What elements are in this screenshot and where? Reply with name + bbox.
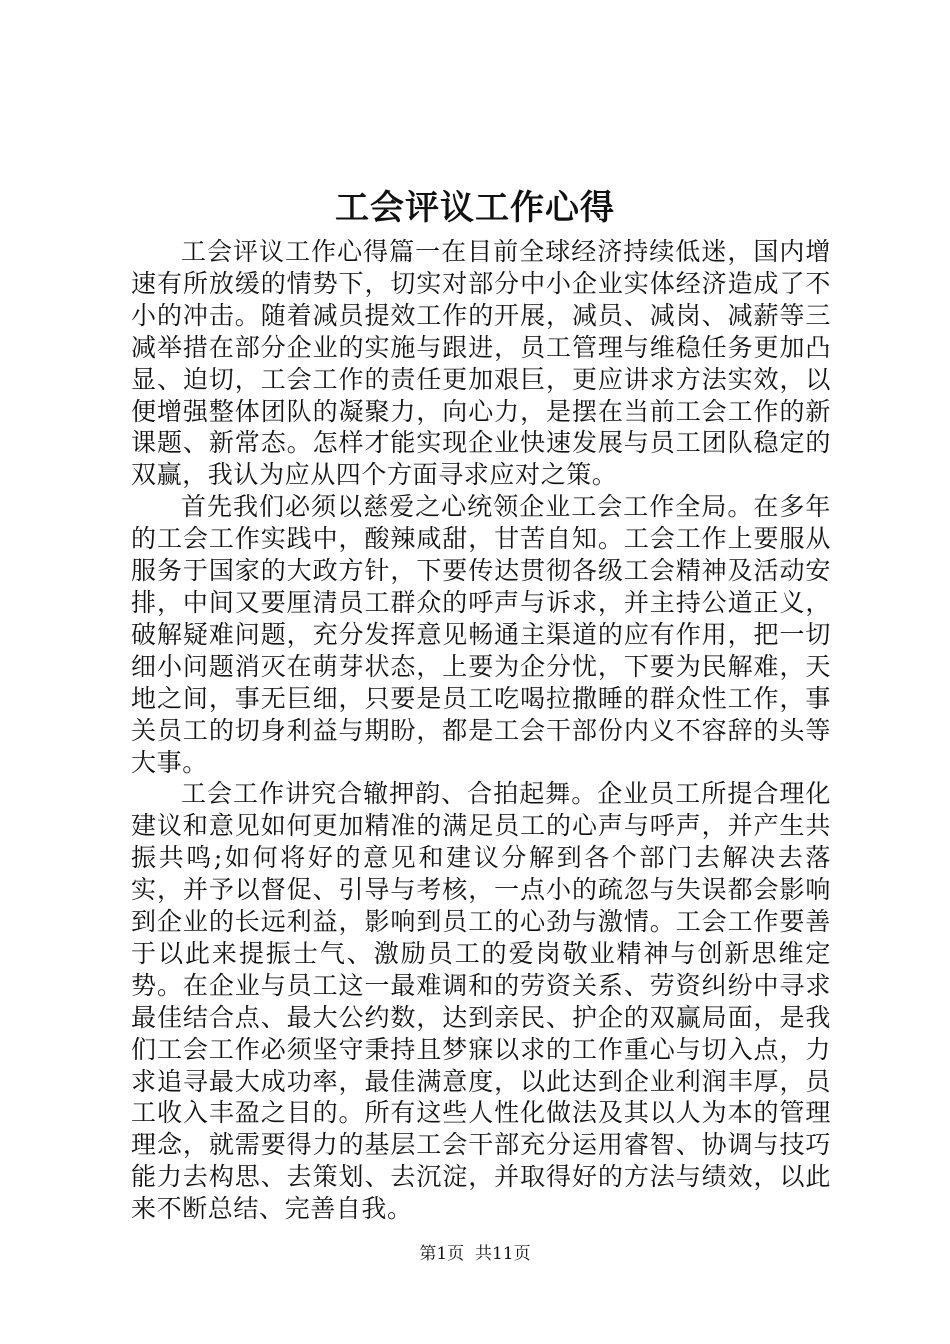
page-number-footer: 第1页 共11页 xyxy=(419,1244,531,1264)
document-body xyxy=(131,236,831,1225)
document-title: 工会评议工作心得 xyxy=(335,188,615,228)
paragraph: 首先我们必须以慈爱之心统领企业工会工作全局。在多年的工会工作实践中，酸辣咸甜，甘苦自知。工会工作上要服从服务于国家的大政方针，下要传达贯彻各级工会精神及活动安排，中间又要厘清员工群众的呼声与诉求，并主持公道正义，破解疑难问题，充分发挥意见畅通主渠道的应有作用，把一切细小问题消灭在萌芽状态，上要为企分忧，下要为民解难，天地之间，事无巨细，只要是员工吃喝拉撒睡的群众性工作，事关员工的切身利益与期盼，都是工会干部份内义不容辞的头等大事。 xyxy=(131,492,831,777)
paragraph: 工会评议工作心得篇一在目前全球经济持续低迷，国内增速有所放缓的情势下，切实对部分中小企业实体经济造成了不小的冲击。随着减员提效工作的开展，减员、减岗、减薪等三减举措在部分企业的实施与跟进，员工管理与维稳任务更加凸显、迫切，工会工作的责任更加艰巨，更应讲求方法实效，以便增强整体团队的凝聚力，向心力，是摆在当前工会工作的新课题、新常态。怎样才能实现企业快速发展与员工团队稳定的双赢，我认为应从四个方面寻求应对之策。 xyxy=(131,237,831,490)
paragraph: 工会工作讲究合辙押韵、合拍起舞。企业员工所提合理化建议和意见如何更加精准的满足员工的心声与呼声，并产生共振共鸣;如何将好的意见和建议分解到各个部门去解决去落实，并予以督促、引导与考核，一点小的疏忽与失误都会影响到企业的长远利益，影响到员工的心劲与激情。工会工作要善于以此来提振士气、激励员工的爱岗敬业精神与创新思维定势。在企业与员工这一最难调和的劳资关系、劳资纠纷中寻求最佳结合点、最大公约数，达到亲民、护企的双赢局面，是我们工会工作必须坚守秉持且梦寐以求的工作重心与切入点，力求追寻最大成功率，最佳满意度，以此达到企业利润丰厚，员工收入丰盈之目的。所有这些人性化做法及其以人为本的管理理念，就需要得力的基层工会干部充分运用睿智、协调与技巧能力去构思、去策划、去沉淀，并取得好的方法与绩效，以此来不断总结、完善自我。 xyxy=(131,779,831,1224)
